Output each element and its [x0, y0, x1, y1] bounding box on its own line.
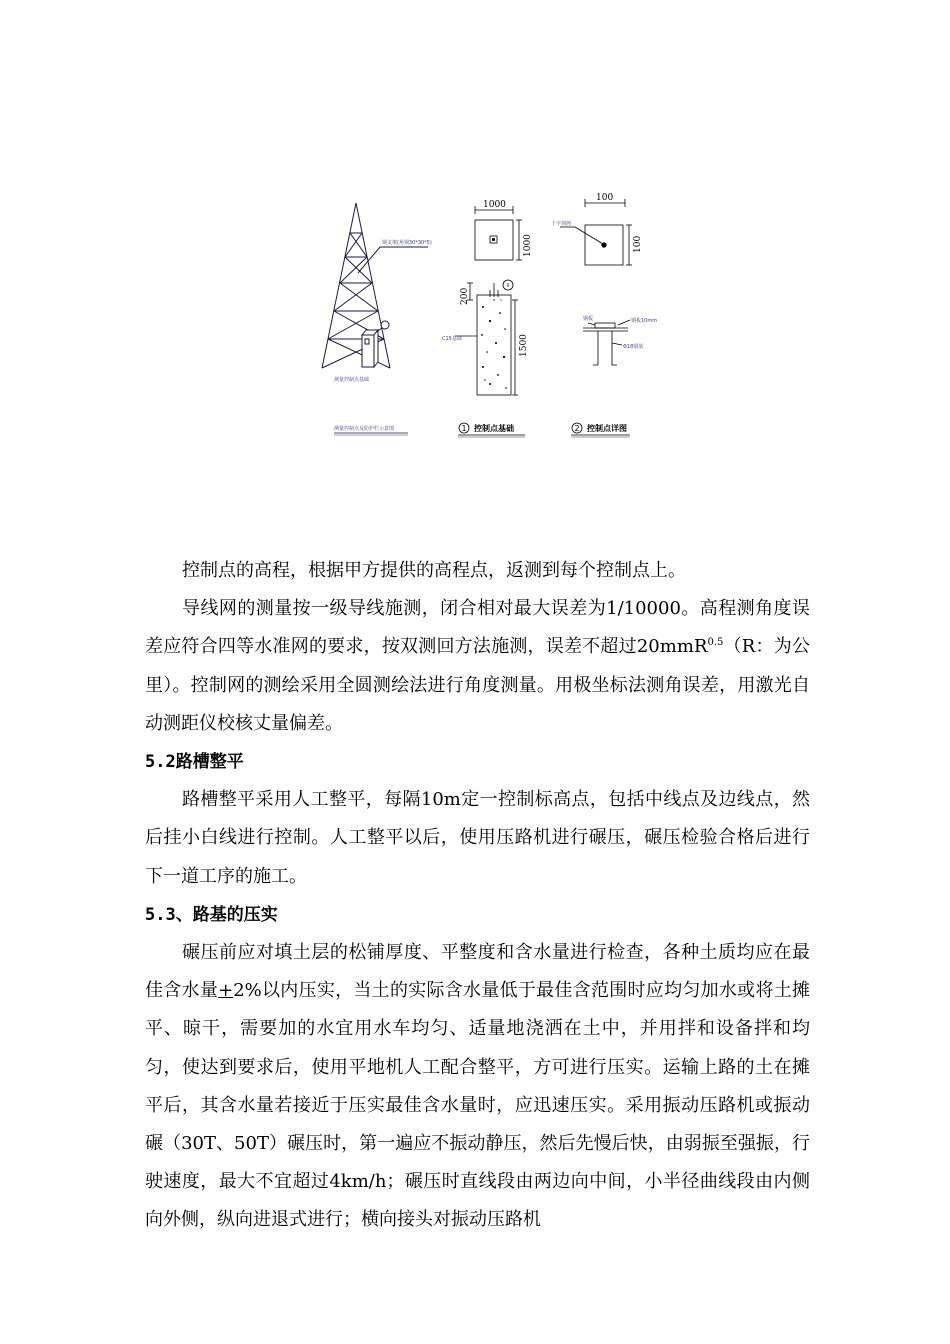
section-heading-5-2 [145, 743, 810, 781]
detail2-rebar-label: Φ18钢筋 [623, 344, 644, 350]
detail1-concrete-label: C15基础 [442, 336, 462, 342]
paragraph-compaction-part2: 2%以内压实，当土的实际含水量低于最佳含范围时应均匀加水或将土摊平、晾干，需要加的水宜用水车均匀、适量地浇洒在土中，并用拌和设备拌和均匀，使达到要求后，使用平地机人工配合整平，方可进行压实。运输上路的土在摊平后，其含水量若接近于压实最佳含水量时，应迅速压实。采用振动压路机或振动碾（30T、50T）碾压时，第一遍应不振动静压，然后先慢后快，由弱振至强振，行驶速度，最大不宜超过4km/h；碾压时直线段由两边向中间，小半径曲线段由内侧向外侧，纵向进退式进行；横向接头对振动压路机 [145, 980, 811, 1231]
construction-figure [300, 185, 658, 455]
body-text [145, 552, 810, 1240]
plus-minus-sign: + [218, 980, 234, 1002]
paragraph-grading: 路槽整平采用人工整平，每隔10m定一控制标高点，包括中线点及边线点，然后挂小白线进行控制。人工整平以后，使用压路机进行碾压，碾压检验合格后进行下一道工序的施工。 [145, 789, 810, 887]
detail2-section [583, 320, 630, 365]
survey-control-point-drawing [300, 185, 658, 455]
section-heading-5-3 [145, 896, 810, 934]
paragraph-compaction-part1: 碾压前应对填土层的松铺厚度、平整度和含水量进行检查，各种土质均应在最佳含水量 [145, 942, 810, 1002]
detail2-number: 2 [574, 424, 580, 433]
detail2-caption: 控制点详图 [587, 424, 627, 433]
detail1-caption: 控制点基础 [474, 424, 514, 433]
detail2-top-label: 钢板 [583, 316, 594, 322]
paragraph-compaction [145, 934, 810, 1240]
detail1-number: 1 [461, 424, 467, 433]
tower-drawing [322, 203, 428, 368]
paragraph-traverse [145, 590, 810, 743]
detail2-height-dim: 100 [633, 235, 643, 253]
detail2-cross-label: 十字刻画 [551, 221, 572, 227]
section-number-5-2: 5.2 [145, 752, 176, 773]
detail1-aggregate [481, 299, 507, 389]
detail2-plan [560, 199, 632, 265]
detail1-top-dim: 200 [460, 287, 470, 305]
tower-label: 钢支架(角钢30*30*5) [382, 240, 432, 246]
section-title-5-2: 路槽整平 [175, 752, 244, 773]
paragraph-traverse-part1: 导线网的测量按一级导线施测，闭合相对最大误差为1/10000。高程测角度误差应符合四等水准网的要求，按双测回方法施测，误差不超过20mmR [145, 598, 810, 658]
section-number-5-3: 5.3、 [145, 904, 193, 925]
base-label: 测量控制点基础 [334, 377, 370, 383]
detail2-plate-label: 钢板10mm [631, 318, 658, 324]
section-title-5-3: 路基的压实 [192, 904, 278, 925]
detail1-depth-dim: 1500 [519, 334, 529, 357]
power-superscript: 0.5 [707, 637, 724, 649]
paragraph-elevation: 控制点的高程，根据甲方提供的高程点，返测到每个控制点上。 [182, 560, 686, 581]
paragraph-traverse-part2: （R：为公里）。控制网的测绘采用全圆测绘法进行角度测量。用极坐标法测角误差，用激光自动测距仪校核丈量偏差。 [145, 636, 810, 734]
detail1-plan [475, 206, 522, 260]
detail1-height-dim: 1000 [523, 234, 533, 257]
detail1-width-dim: 1000 [483, 200, 506, 210]
detail2-width-dim: 100 [596, 193, 614, 203]
left-caption: 测量控制点及防护栏示意图 [334, 426, 395, 432]
